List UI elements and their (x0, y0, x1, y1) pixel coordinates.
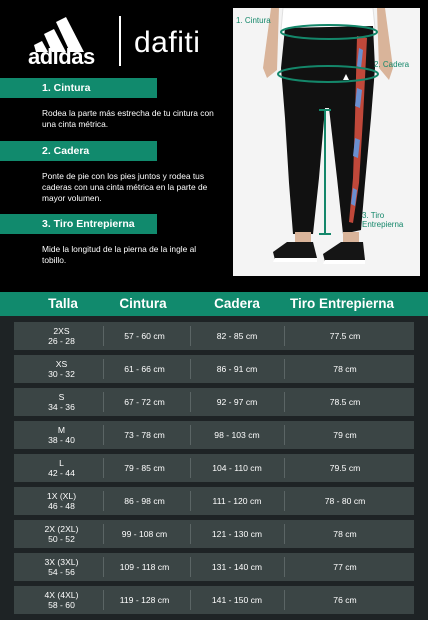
inseam-cell: 78 - 80 cm (324, 496, 366, 506)
size-label: 3X (3XL) (44, 557, 79, 567)
size-cell (23, 421, 100, 449)
size-label: 4X (4XL) (44, 590, 79, 600)
table-header (0, 292, 428, 316)
column-divider (103, 557, 104, 577)
inseam-cell: 79 cm (333, 430, 357, 440)
hip-cell: 111 - 120 cm (212, 496, 262, 506)
size-range: 42 - 44 (48, 468, 75, 478)
photo-label-inseam (362, 211, 403, 229)
column-divider (284, 590, 285, 610)
column-divider (103, 392, 104, 412)
table-row (14, 421, 414, 449)
hip-cell: 98 - 103 cm (214, 430, 260, 440)
waist-cell: 119 - 128 cm (119, 595, 170, 605)
column-divider (190, 425, 191, 445)
hip-cell: 86 - 91 cm (216, 364, 258, 374)
table-row (14, 454, 414, 482)
photo-label-inseam-line2: Entrepierna (362, 220, 404, 229)
section-title-cintura: 1. Cintura (0, 78, 157, 98)
waist-cell: 73 - 78 cm (124, 430, 165, 440)
column-divider (190, 326, 191, 346)
waist-cell: 99 - 108 cm (121, 529, 168, 539)
section-title-tiro: 3. Tiro Entrepierna (0, 214, 157, 234)
inseam-cell: 77 cm (333, 562, 357, 572)
size-cell (23, 487, 100, 515)
hip-cell: 82 - 85 cm (216, 331, 258, 341)
inseam-cell: 78.5 cm (329, 397, 361, 407)
size-cell (23, 553, 100, 581)
size-label: S (58, 392, 65, 402)
waist-cell: 67 - 72 cm (124, 397, 165, 407)
column-divider (190, 557, 191, 577)
size-range: 38 - 40 (48, 435, 75, 445)
size-range: 26 - 28 (48, 336, 75, 346)
table-row (14, 586, 414, 614)
size-range: 30 - 32 (48, 369, 75, 379)
inseam-cell: 78 cm (333, 529, 357, 539)
column-divider (103, 590, 104, 610)
inseam-cell: 79.5 cm (329, 463, 361, 473)
size-cell (23, 322, 100, 350)
table-row (14, 487, 414, 515)
column-divider (103, 425, 104, 445)
column-divider (284, 557, 285, 577)
column-divider (284, 392, 285, 412)
table-row (14, 553, 414, 581)
hip-cell: 92 - 97 cm (216, 397, 258, 407)
waist-cell: 86 - 98 cm (124, 496, 165, 506)
table-row (14, 355, 414, 383)
waist-cell: 61 - 66 cm (124, 364, 165, 374)
size-cell (23, 355, 100, 383)
waist-cell: 79 - 85 cm (124, 463, 165, 473)
column-divider (190, 491, 191, 511)
table-row (14, 520, 414, 548)
section-text-cadera: Ponte de pie con los pies juntos y rodea tus caderas con una cinta métrica en la parte de mayor volumen. (42, 171, 208, 203)
photo-label-waist: 1. Cintura (236, 16, 271, 25)
column-divider (284, 326, 285, 346)
size-range: 34 - 36 (48, 402, 75, 412)
table-row (14, 388, 414, 416)
size-range: 58 - 60 (48, 600, 75, 610)
size-label: XS (55, 359, 68, 369)
photo-label-hip: 2. Cadera (374, 60, 410, 69)
size-label: 2X (2XL) (44, 524, 79, 534)
header-tiro-entrepierna: Tiro Entrepierna (289, 296, 395, 311)
header-cadera: Cadera (214, 296, 260, 311)
column-divider (103, 326, 104, 346)
column-divider (190, 392, 191, 412)
size-cell (23, 520, 100, 548)
column-divider (190, 458, 191, 478)
column-divider (103, 524, 104, 544)
column-divider (190, 590, 191, 610)
column-divider (103, 359, 104, 379)
size-guide-top (0, 0, 428, 292)
column-divider (284, 359, 285, 379)
column-divider (190, 359, 191, 379)
inseam-cell: 77.5 cm (329, 331, 361, 341)
hip-cell: 104 - 110 cm (212, 463, 262, 473)
column-divider (284, 458, 285, 478)
header-cintura: Cintura (119, 296, 167, 311)
size-label: 1X (XL) (46, 491, 77, 501)
column-divider (284, 425, 285, 445)
waist-cell: 57 - 60 cm (124, 331, 165, 341)
hip-cell: 141 - 150 cm (211, 595, 263, 605)
size-cell (23, 586, 100, 614)
hip-cell: 131 - 140 cm (211, 562, 263, 572)
model-photo (233, 8, 420, 276)
section-text-tiro: Mide la longitud de la pierna de la ingle al tobillo. (42, 244, 197, 265)
size-range: 50 - 52 (48, 534, 75, 544)
column-divider (284, 491, 285, 511)
photo-label-inseam-line1: 3. Tiro (362, 211, 385, 220)
inseam-cell: 78 cm (333, 364, 357, 374)
size-cell (23, 454, 100, 482)
size-table (0, 292, 428, 620)
size-label: 2XS (53, 326, 70, 336)
brand-logos (24, 12, 224, 68)
hip-cell: 121 - 130 cm (211, 529, 263, 539)
column-divider (190, 524, 191, 544)
pants-illustration-icon (233, 8, 420, 276)
size-label: L (59, 458, 64, 468)
section-title-cadera: 2. Cadera (0, 141, 157, 161)
size-cell (23, 388, 100, 416)
inseam-cell: 76 cm (333, 595, 357, 605)
dafiti-wordmark: dafiti (134, 26, 201, 59)
adidas-wordmark: adidas (28, 44, 95, 69)
section-text-cintura: Rodea la parte más estrecha de tu cintura con una cinta métrica. (42, 108, 214, 129)
size-label: M (57, 425, 66, 435)
table-row (14, 322, 414, 350)
logo-divider (119, 16, 121, 66)
column-divider (103, 458, 104, 478)
column-divider (284, 524, 285, 544)
size-range: 46 - 48 (48, 501, 75, 511)
header-talla: Talla (48, 296, 78, 311)
size-range: 54 - 56 (48, 567, 75, 577)
column-divider (103, 491, 104, 511)
waist-cell: 109 - 118 cm (119, 562, 170, 572)
